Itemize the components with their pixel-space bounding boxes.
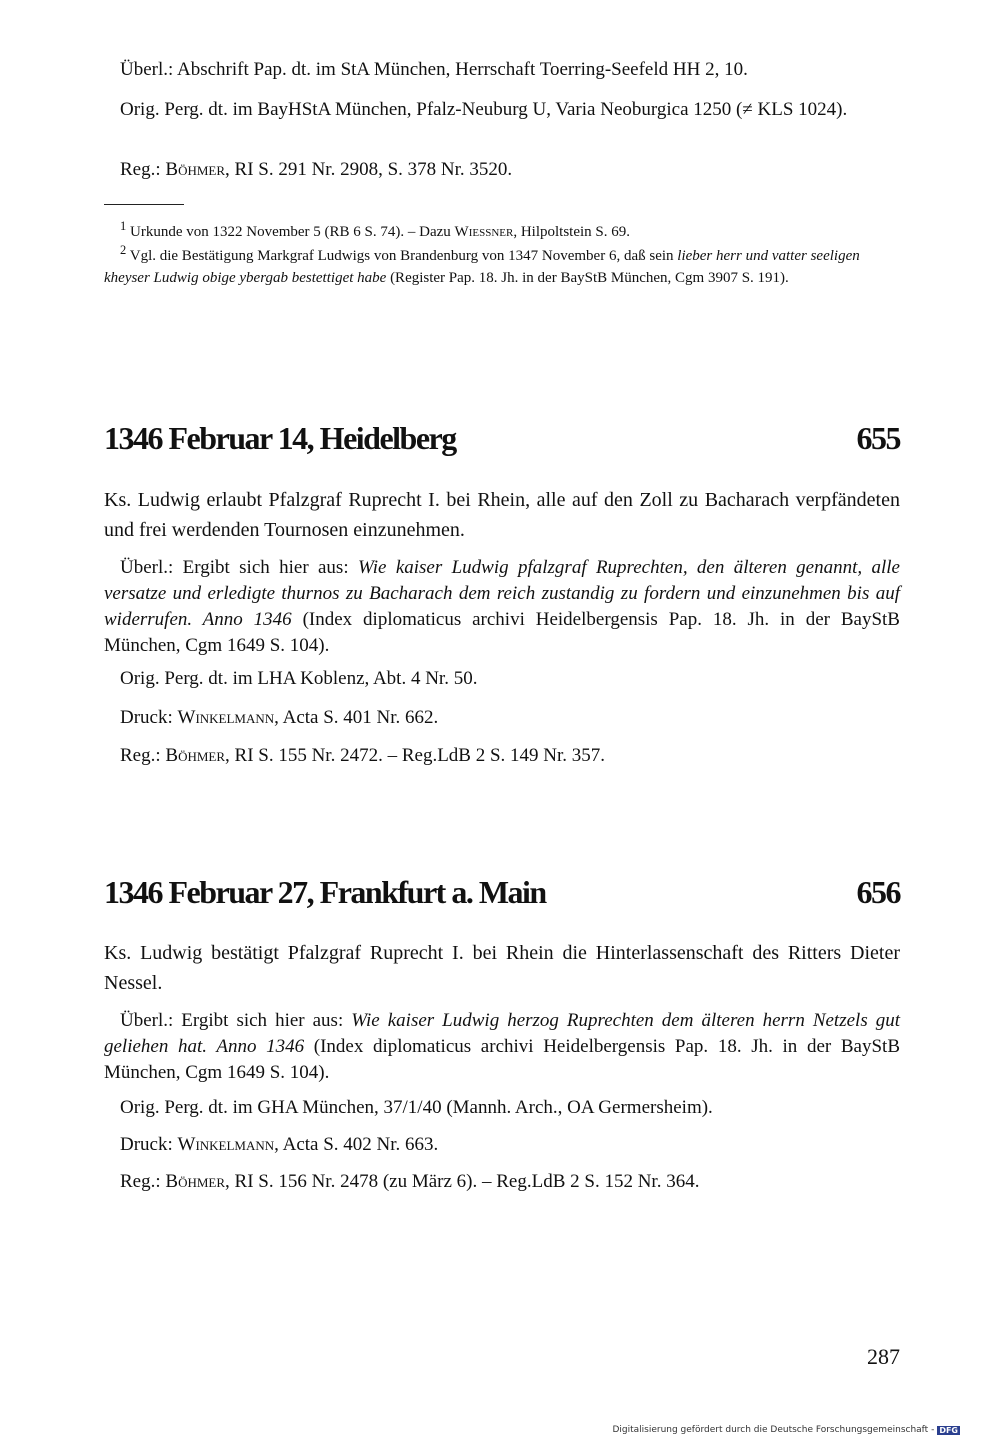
entry-656-druck	[120, 1130, 900, 1159]
footnote-1-name: Wiessner	[454, 224, 514, 240]
dfg-logo-icon: DFG	[939, 1425, 958, 1435]
entry-656-druck-prefix: Druck:	[120, 1134, 178, 1155]
top-orig	[120, 95, 900, 124]
entry-656-heading	[104, 874, 900, 918]
entry-655-summary	[104, 485, 900, 545]
footnote-divider	[104, 204, 184, 205]
entry-655-ueberl-rest: (Index diplomaticus archivi Heidelbergensis Pap. 18. Jh. in der BayStB München, Cgm 1649 S. 104).	[104, 609, 900, 656]
footnote-1-mark: 1	[120, 219, 127, 233]
footnote-2-after: (Register Pap. 18. Jh. in der BayStB München, Cgm 3907 S. 191).	[386, 270, 789, 286]
entry-656-summary	[104, 938, 900, 998]
entry-655-orig	[120, 664, 900, 693]
top-ueberl-text: Überl.: Abschrift Pap. dt. im StA München, Herrschaft Toerring-Seefeld HH 2, 10.	[120, 59, 748, 80]
entry-656-ueberl-rest: (Index diplomaticus archivi Heidelbergensis Pap. 18. Jh. in der BayStB München, Cgm 1649 S. 104).	[104, 1036, 900, 1083]
entry-655-orig-text: Orig. Perg. dt. im LHA Koblenz, Abt. 4 Nr. 50.	[120, 668, 478, 689]
top-reg	[120, 155, 900, 184]
digitization-footer	[612, 1425, 960, 1435]
entry-656-reg-rest: , RI S. 156 Nr. 2478 (zu März 6). – Reg.LdB 2 S. 152 Nr. 364.	[225, 1171, 700, 1192]
footnote-2-before: Vgl. die Bestätigung Markgraf Ludwigs von Brandenburg von 1347 November 6, daß sein	[129, 248, 678, 264]
entry-655-ueberl-italic: Wie kaiser Ludwig pfalzgraf Ruprechten, den älteren genannt, alle versatze und erledigte thurnos zu Bacharach dem reich zustandig zu fordern und einzunehmen bis auf widerrufen. Anno 1346	[104, 557, 900, 630]
entry-655-reg-prefix: Reg.:	[120, 745, 166, 766]
entry-655-druck-rest: , Acta S. 401 Nr. 662.	[274, 707, 439, 728]
entry-656-reg-name: Böhmer	[165, 1171, 226, 1192]
footer-text: Digitalisierung gefördert durch die Deutsche Forschungsgemeinschaft -	[612, 1425, 935, 1435]
page-number: 287	[867, 1344, 900, 1369]
entry-655-heading	[104, 420, 900, 464]
entry-655-druck-prefix: Druck:	[120, 707, 178, 728]
entry-655-druck	[120, 703, 900, 732]
entry-656-orig-text: Orig. Perg. dt. im GHA München, 37/1/40 (Mannh. Arch., OA Germersheim).	[120, 1097, 713, 1118]
entry-656-summary-text: Ks. Ludwig bestätigt Pfalzgraf Ruprecht I. bei Rhein die Hinterlassenschaft des Ritters Dieter Nessel.	[104, 942, 900, 994]
footnote-1-before: Urkunde von 1322 November 5 (RB 6 S. 74). – Dazu	[130, 224, 455, 240]
entry-656-druck-rest: , Acta S. 402 Nr. 663.	[274, 1134, 439, 1155]
entry-655-reg-rest: , RI S. 155 Nr. 2472. – Reg.LdB 2 S. 149 Nr. 357.	[225, 745, 606, 766]
footnote-2	[104, 239, 900, 289]
entry-655-druck-name: Winkelmann	[177, 707, 275, 728]
footnote-2-italic: lieber herr und vatter seeligen kheyser Ludwig obige ybergab bestettiget habe	[104, 248, 860, 286]
top-orig-text: Orig. Perg. dt. im BayHStA München, Pfalz-Neuburg U, Varia Neoburgica 1250 (≠ KLS 1024).	[120, 99, 848, 120]
entry-655-ueberl-prefix: Überl.: Ergibt sich hier aus:	[120, 557, 358, 578]
top-ueberl	[120, 55, 900, 84]
footnote-2-mark: 2	[120, 243, 127, 257]
entry-656-ueberl-prefix: Überl.: Ergibt sich hier aus:	[120, 1010, 352, 1031]
footnote-1-after: , Hilpoltstein S. 69.	[513, 224, 631, 240]
entry-656-ueberl	[104, 1008, 900, 1086]
entry-655-reg	[120, 741, 900, 770]
entry-656-reg	[120, 1167, 900, 1196]
entry-655-ueberl	[104, 555, 900, 659]
entry-656-reg-prefix: Reg.:	[120, 1171, 166, 1192]
entry-655-title: 1346 Februar 14, Heidelberg	[104, 420, 456, 456]
entry-655-summary-text: Ks. Ludwig erlaubt Pfalzgraf Ruprecht I. bei Rhein, alle auf den Zoll zu Bacharach verpfändeten und frei werdenden Tournosen einzunehmen.	[104, 489, 900, 541]
entry-656-ueberl-italic: Wie kaiser Ludwig herzog Ruprechten dem älteren herrn Netzels gut geliehen hat. Anno 1346	[104, 1010, 900, 1057]
entry-655-number: 655	[856, 420, 900, 456]
top-reg-prefix: Reg.:	[120, 159, 166, 180]
entry-656-orig	[120, 1093, 900, 1122]
entry-656-druck-name: Winkelmann	[177, 1134, 275, 1155]
top-reg-rest: , RI S. 291 Nr. 2908, S. 378 Nr. 3520.	[225, 159, 513, 180]
top-reg-name: Böhmer	[165, 159, 226, 180]
entry-655-reg-name: Böhmer	[165, 745, 226, 766]
entry-656-number: 656	[856, 874, 900, 910]
entry-656-title: 1346 Februar 27, Frankfurt a. Main	[104, 874, 546, 910]
